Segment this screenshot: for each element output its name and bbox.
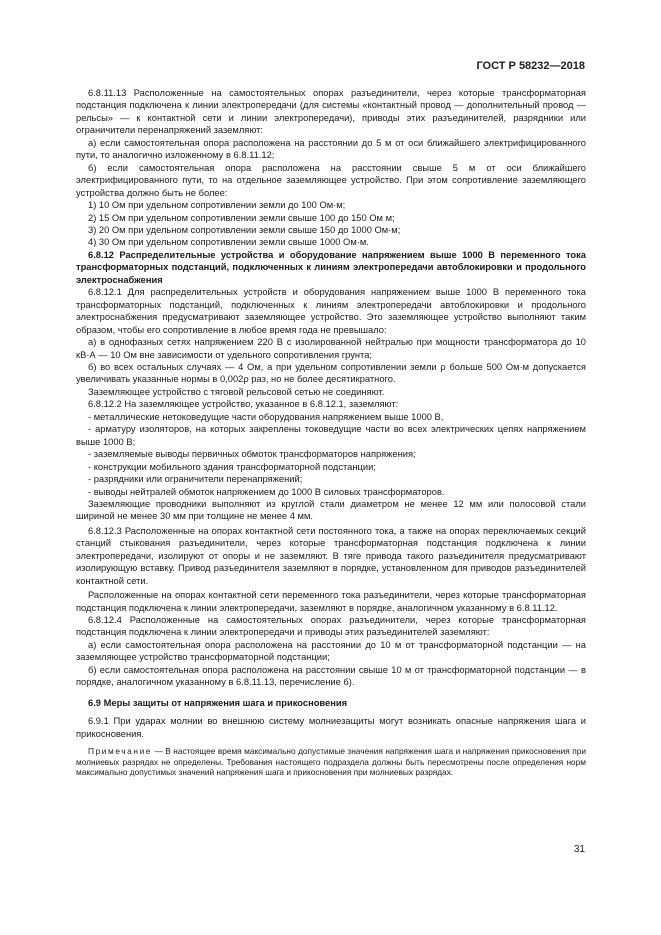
paragraph: Заземляющие проводники выполняют из круглой стали диаметром не менее 12 мм или полосовой стали шириной не менее 30 мм при толщине не менее 4 мм. [76, 498, 586, 522]
paragraph: Заземляющее устройство с тяговой рельсовой сетью не соединяют. [88, 386, 385, 397]
paragraph: 6.8.11.13 Расположенные на самостоятельных опорах разъединители, через которые трансформаторная подстанция подключена к линии электропередачи (для системы «контактный провод — дополнительный провод — рельсы» — к контактной сети и линии электропередачи), приводы этих разъединителей, разрядники или ограничители перенапряжений заземляют: [76, 88, 586, 136]
list-item: 3) 20 Ом при удельном сопротивлении земли свыше 150 до 1000 Ом·м; [88, 224, 401, 235]
document-body [76, 87, 586, 778]
paragraph: 6.8.12.4 Расположенные на самостоятельных опорах разъединители, через которые трансформаторная подстанция подключена к линии электропередачи и приводы этих разъединителей заземляют: [76, 615, 586, 638]
paragraph: а) если самостоятельная опора расположена на расстоянии до 5 м от оси ближайшего электрифицированного пути, то аналогично изложенному в 6.8.11.12; [76, 137, 586, 161]
paragraph: 6.8.12.1 Для распределительных устройств и оборудования напряжением выше 1000 В переменного тока трансформаторных подстанций, подключенных к линиям электропередачи автоблокировки и продольного электроснабжения предусматривают заземляющее устройство. Это заземляющее устройство выполняют таким образом, чтобы его сопротивление в любое время года не превышало: [76, 287, 586, 335]
note-text: — В настоящее время максимально допустимые значения напряжения шага и напряжения прикосновения при молниевых разрядах не определены. Требования настоящего подраздела должны быть пересмотрены после определения норм максимально допустимых значений напряжения шага и прикосновения при молниевых разрядах. [76, 746, 586, 778]
list-item: - металлические нетоковедущие части оборудования напряжением выше 1000 В, [88, 411, 444, 422]
paragraph: б) во всех остальных случаях — 4 Ом, а при удельном сопротивлении земли ρ больше 500 Ом·м допускается увеличивать указанные нормы в 0,002ρ раз, но не более десятикратного. [76, 361, 586, 385]
paragraph: б) если самостоятельная опора расположена на расстоянии свыше 5 м от оси ближайшего электрифицированного пути, то на отдельное заземляющее устройство. При этом сопротивление заземляющего устройства должно быть не более: [76, 162, 586, 198]
paragraph: 6.8.12.2 На заземляющее устройство, указанное в 6.8.12.1, заземляют: [88, 399, 399, 410]
list-item: - выводы нейтралей обмоток напряжением до 1000 В силовых трансформаторов. [88, 486, 445, 497]
paragraph: а) в однофазных сетях напряжением 220 В с изолированной нейтралью при мощности трансформатора до 10 кВ·А — 10 Ом вне зависимости от удельного сопротивления грунта; [76, 337, 586, 360]
note-label: Примечание [88, 746, 153, 757]
paragraph: 6.8.12.3 Расположенные на опорах контактной сети постоянного тока, а также на опорах переключаемых секций станций стыкования разъединители, через которые трансформаторная подстанция подключена к линии электропередачи, изолируют от опоры и не заземляют. В тяге привода такого разъединителя предусматривают изолирующую вставку. Привод разъединителя заземляют в порядке, установленном для приводов разъединителей контактной сети. [76, 525, 586, 586]
list-item: 2) 15 Ом при удельном сопротивлении земли свыше 100 до 150 Ом м; [88, 212, 395, 223]
standard-number-header: ГОСТ Р 58232—2018 [476, 60, 585, 72]
paragraph: 6.9.1 При ударах молнии во внешнюю систему молниезащиты могут возникать опасные напряжения шага и прикосновения. [76, 716, 586, 739]
list-item: 1) 10 Ом при удельном сопротивлении земли до 100 Ом·м; [88, 200, 346, 211]
page-number: 31 [573, 844, 585, 855]
list-item: а) если самостоятельная опора расположена на расстоянии до 10 м от трансформаторной подстанции — на заземляющее устройство трансформаторной подстанции; [76, 639, 586, 663]
list-item: 4) 30 Ом при удельном сопротивлении земли свыше 1000 Ом·м. [88, 237, 369, 248]
note [76, 746, 586, 778]
list-item: б) если самостоятельная опора расположена на расстоянии свыше 10 м от трансформаторной подстанции — в порядке, аналогичном указанному в 6.8.11.13, перечисление б). [76, 664, 586, 688]
list-item: - разрядники или ограничители перенапряжений; [88, 474, 303, 485]
section-heading: 6.9 Меры защиты от напряжения шага и прикосновения [88, 697, 348, 708]
list-item: - заземляемые выводы первичных обмоток трансформаторов напряжения; [88, 449, 416, 460]
list-item: - конструкции мобильного здания трансформаторной подстанции; [88, 461, 376, 472]
list-item: - арматуру изоляторов, на которых закреплены токоведущие части во всех электрических цепях напряжением выше 1000 В; [76, 424, 586, 447]
paragraph: Расположенные на опорах контактной сети переменного тока разъединители, через которые трансформаторная подстанция подключена к линии электропередачи, заземляют в порядке, аналогичном указанному в 6.8.11.12. [76, 590, 586, 613]
section-heading: 6.8.12 Распределительные устройства и оборудование напряжением выше 1000 В переменного тока трансформаторных подстанций, подключенных к линиям электропередачи автоблокировки и продольного электроснабжения [76, 249, 586, 285]
